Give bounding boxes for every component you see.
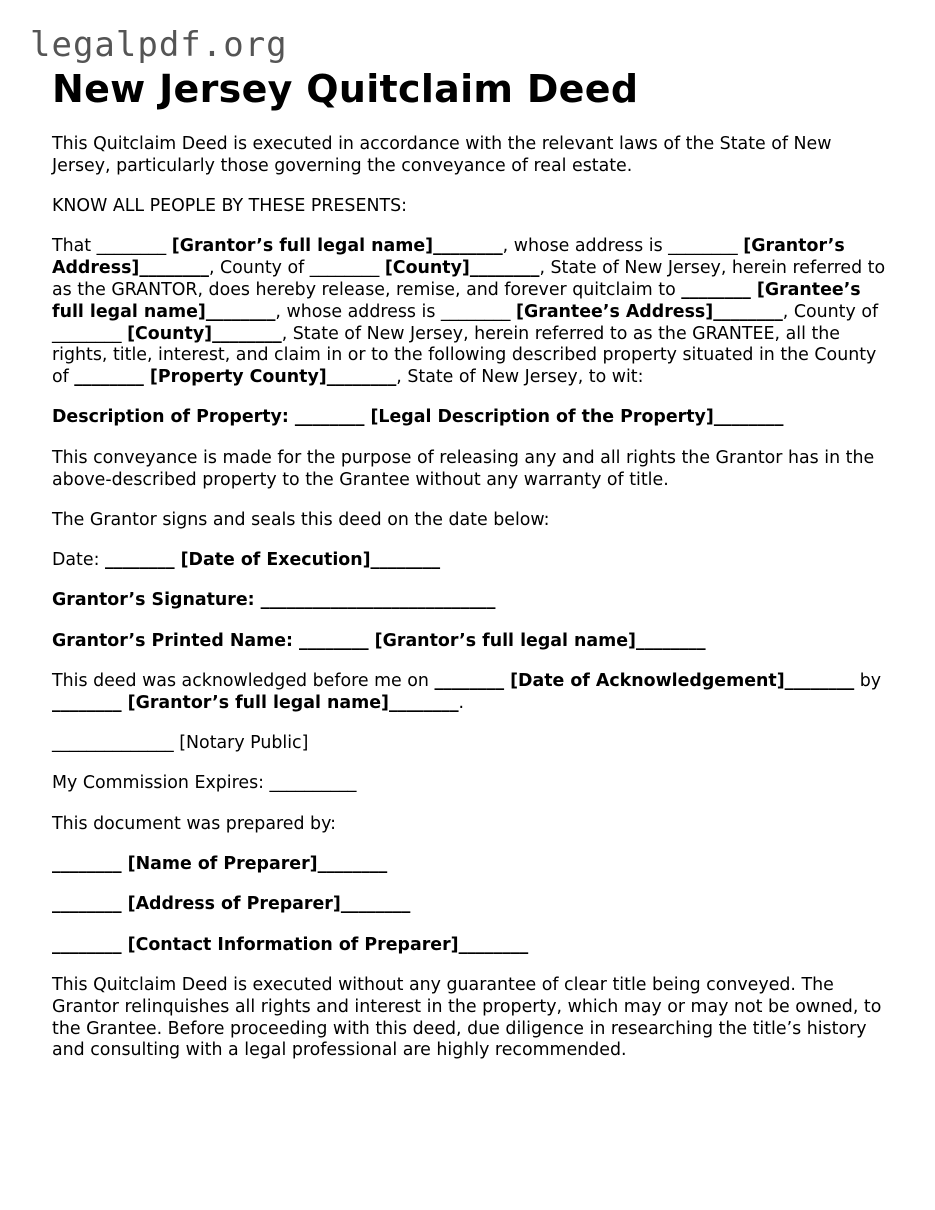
grantor-printed-name-field: Grantor’s Printed Name: ________ [Grantor’s full legal name]________ <box>52 630 706 651</box>
ack-text-2: by <box>854 671 882 692</box>
grantee-county-field: [County]________ <box>127 323 282 344</box>
commission-line: My Commission Expires: __________ <box>52 773 357 794</box>
ack-text-1: This deed was acknowledged before me on <box>52 671 435 692</box>
page-title: New Jersey Quitclaim Deed <box>52 67 639 111</box>
printed-name-line <box>52 631 892 653</box>
grantee-address-field: [Grantee’s Address]________ <box>516 301 783 322</box>
preparer-name-line <box>52 854 892 876</box>
property-county-field: ________ [Property County]________ <box>74 367 397 388</box>
ack-text-3: . <box>458 692 465 713</box>
grantor-signature-field: Grantor’s Signature: ___________________________ <box>52 590 496 611</box>
notary-line: ______________ [Notary Public] <box>52 733 309 754</box>
main-text-4: , State of New Jersey, herein referred to as the GRANTOR, does hereby release, remise, and forever quitclaim to <box>52 258 886 300</box>
conveyance-purpose-paragraph: This conveyance is made for the purpose of releasing any and all rights the Grantor has in the above-described property to the Grantee without any warranty of title. <box>52 447 875 490</box>
know-all-paragraph: KNOW ALL PEOPLE BY THESE PRESENTS: <box>52 196 407 217</box>
main-text-7: , State of New Jersey, herein referred to as the GRANTEE, all the rights, title, interest, and claim in or to the following described property situated in the County of <box>52 323 877 388</box>
grantor-county-field: [County]________ <box>384 258 540 279</box>
preparer-contact-field: ________ [Contact Information of Preparer]________ <box>52 934 529 955</box>
document <box>52 68 892 1062</box>
grantor-name-field: [Grantor’s full legal name]________ <box>171 236 503 257</box>
prepared-by-line: This document was prepared by: <box>52 813 336 834</box>
main-text-3: , County of ________ <box>208 258 385 279</box>
date-line <box>52 550 892 572</box>
main-text-1: That ________ <box>52 236 172 257</box>
main-text-8: , State of New Jersey, to wit: <box>396 367 644 388</box>
date-label: Date: <box>52 550 105 571</box>
ack-grantor-name-field: ________ [Grantor’s full legal name]________ <box>52 692 459 713</box>
grantee-name-field: ________ [Grantee’s full legal name]________ <box>52 279 861 322</box>
intro-paragraph: This Quitclaim Deed is executed in accordance with the relevant laws of the State of New Jersey, particularly those governing the conveyance of real estate. <box>52 134 832 176</box>
main-text-6: , County of ________ <box>52 301 879 344</box>
signature-line <box>52 590 892 612</box>
grantor-address-field: [Grantor’s Address]________ <box>52 236 845 279</box>
date-of-execution-field: ________ [Date of Execution]________ <box>104 550 441 571</box>
acknowledgement-paragraph <box>52 671 892 715</box>
closing-paragraph: This Quitclaim Deed is executed without any guarantee of clear title being conveyed. The Grantor relinquishes all rights and interest in the property, which may or may not be owned, to the Grantee. Before proceeding with this deed, due diligence in researching the title’s history and consulting with a legal professional are highly recommended. <box>52 974 882 1061</box>
preparer-address-field: ________ [Address of Preparer]________ <box>52 894 411 915</box>
main-text-2: , whose address is ________ <box>502 236 744 257</box>
preparer-contact-line <box>52 935 892 957</box>
description-paragraph <box>52 407 892 429</box>
property-description-field: Description of Property: ________ [Legal Description of the Property]________ <box>52 407 784 428</box>
watermark: legalpdf.org <box>30 25 288 65</box>
preparer-name-field: ________ [Name of Preparer]________ <box>52 854 388 875</box>
main-text-5: , whose address is ________ <box>275 301 517 322</box>
conveyance-clause-paragraph <box>52 236 892 389</box>
date-of-acknowledgement-field: ________ [Date of Acknowledgement]________ <box>434 671 855 692</box>
signs-paragraph: The Grantor signs and seals this deed on the date below: <box>52 509 550 530</box>
preparer-address-line <box>52 894 892 916</box>
